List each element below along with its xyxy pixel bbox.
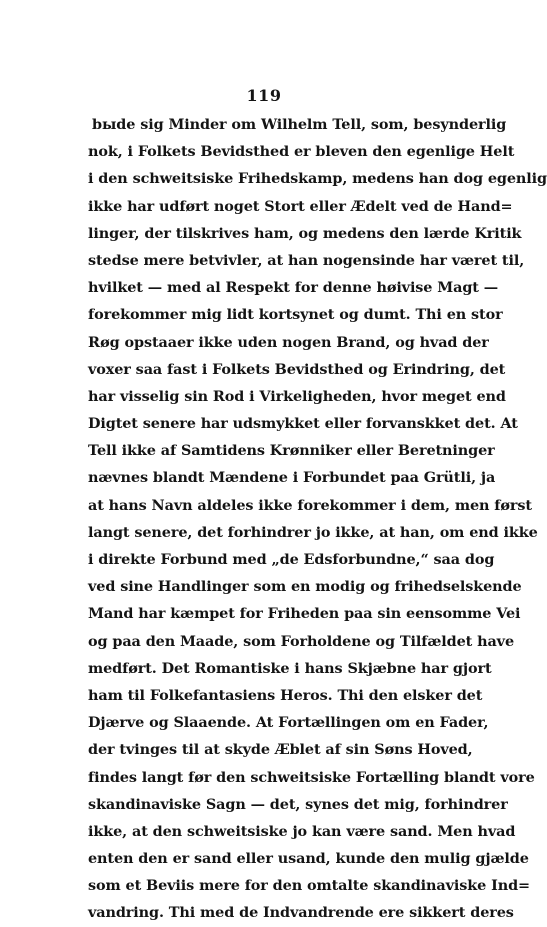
text-line: Røg opstaaer ikke uden nogen Brand, og hvad der [88,333,489,351]
text-line: nævnes blandt Mændene i Forbundet paa Grütli, ja [88,469,496,487]
text-line: Djærve og Slaaende. At Fortællingen om en Fader, [88,714,489,732]
text-line: stedse mere betvivler, at han nogensinde har været til, [88,251,525,269]
text-line: som et Beviis mere for den omtalte skandinaviske Ind= [88,877,531,895]
body-text [88,111,547,927]
text-line: bыde sig Minder om Wilhelm Tell, som, besynderlig [92,116,507,133]
text-line: Tell ikke af Samtidens Krønniker eller Beretninger [88,442,495,460]
text-line: Digtet senere har udsmykket eller forvanskket det. At [88,415,518,433]
text-line: skandinaviske Sagn — det, synes det mig, forhindrer [88,795,508,813]
text-line: ved sine Handlinger som en modig og frihedselskende [88,578,522,596]
text-line: ikke har udført noget Stort eller Ædelt ved de Hand= [88,197,513,215]
text-line: hvilket — med al Respekt for denne høivise Magt — [88,279,499,297]
text-line: forekommer mig lidt kortsynet og dumt. Thi en stor [88,306,503,324]
text-line: medført. Det Romantiske i hans Skjæbne har gjort [88,659,492,677]
text-line: findes langt før den schweitsiske Fortælling blandt vore [88,768,535,786]
text-line: i den schweitsiske Frihedskamp, medens han dog egenlig [88,170,547,188]
text-line: der tvinges til at skyde Æblet af sin Søns Hoved, [88,741,473,759]
text-line: Mand har kæmpet for Friheden paa sin eensomme Vei [88,605,521,623]
page-number: 119 [246,86,282,105]
text-line: langt senere, det forhindrer jo ikke, at han, om end ikke [88,523,538,541]
text-line: linger, der tilskrives ham, og medens den lærde Kritik [88,224,522,242]
text-line: i direkte Forbund med „de Edsforbundne,“ saa dog [88,551,495,568]
text-line: at hans Navn aldeles ikke forekommer i dem, men først [88,496,532,514]
text-line: enten den er sand eller usand, kunde den mulig gjælde [88,850,529,868]
text-line: og paa den Maade, som Forholdene og Tilfældet have [88,632,515,650]
text-line: nok, i Folkets Bevidsthed er bleven den egenlige Helt [88,143,515,161]
text-line: vandring. Thi med de Indvandrende ere sikkert deres [88,904,514,922]
text-line: har visselig sin Rod i Virkeligheden, hvor meget end [88,387,506,405]
text-line: voxer saa fast i Folkets Bevidsthed og Erindring, det [88,360,506,378]
text-line: ikke, at den schweitsiske jo kan være sand. Men hvad [88,822,516,840]
text-line: ham til Folkefantasiens Heros. Thi den elsker det [88,686,483,704]
